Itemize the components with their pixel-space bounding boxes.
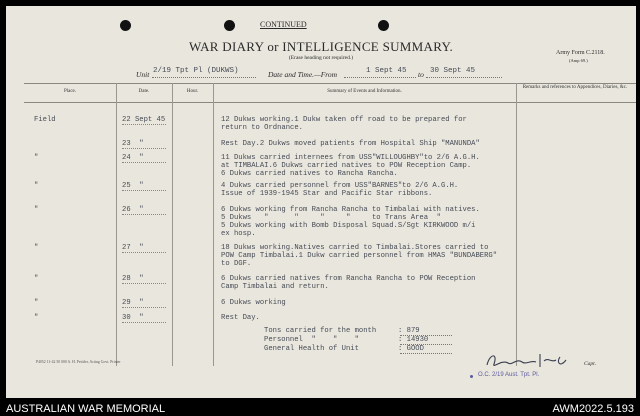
entry-date-rule xyxy=(122,148,166,149)
entry-text-line: Rest Day. xyxy=(221,314,260,322)
entry-place: " xyxy=(34,206,39,214)
entry-text-line: 4 Dukws carried personnel from USS"BARNES"to 2/6 A.G.H. xyxy=(221,182,459,190)
entry-text-line: ex hosp. xyxy=(221,230,256,238)
entry-text-line: 6 Dukws carried natives from Rancha Rancha to POW Reception xyxy=(221,275,476,283)
column-rule xyxy=(213,83,214,366)
entry-text-line: Camp Timbalai and return. xyxy=(221,283,329,291)
entry-text-line: to DGF. xyxy=(221,260,252,268)
entry-date: 24 " xyxy=(122,154,144,162)
total-label: Personnel " " " xyxy=(264,336,359,344)
entry-date-rule xyxy=(122,214,166,215)
entry-text-line: 18 Dukws working.Natives carried to Timbalai.Stores carried to xyxy=(221,244,489,252)
diary-page xyxy=(6,6,636,398)
total-underline xyxy=(400,335,452,336)
printer-imprint: P4052 11-42 50 000 A. H. Pettifer, Acting Govt. Printer xyxy=(36,360,121,364)
unit-value: 2/19 Tpt Pl (DUKWS) xyxy=(153,67,239,75)
continued-label: CONTINUED xyxy=(260,20,307,29)
entry-place: " xyxy=(34,244,39,252)
total-underline xyxy=(400,344,452,345)
entry-date: 22 Sept 45 xyxy=(122,116,166,124)
signature-rank: Capt. xyxy=(584,361,597,367)
column-rule xyxy=(116,83,117,366)
entry-place: Field xyxy=(34,116,56,124)
column-header-date: Date. xyxy=(138,89,150,94)
archive-reference: AWM2022.5.193 xyxy=(552,403,634,415)
entry-date: 26 " xyxy=(122,206,144,214)
column-rule xyxy=(172,83,173,366)
entry-text-line: POW Camp Timbalai.1 Dukw carried personnel from HMAS "BUNDABERG" xyxy=(221,252,498,260)
entry-date-rule xyxy=(122,307,166,308)
entry-text-line: 5 Dukws " " " " to Trans Area " xyxy=(221,214,441,222)
punch-hole xyxy=(120,20,131,31)
entry-text-line: Rest Day.2 Dukws moved patients from Hospital Ship "MANUNDA" xyxy=(221,140,480,148)
entry-date: 29 " xyxy=(122,299,144,307)
entry-place: " xyxy=(34,275,39,283)
signature xyxy=(484,350,580,372)
entry-date-rule xyxy=(122,252,166,253)
column-rule xyxy=(516,83,517,366)
column-header-hour: Hour. xyxy=(186,89,199,94)
entry-date: 27 " xyxy=(122,244,144,252)
date-to-underline xyxy=(426,77,502,78)
form-sub: (Amp 69.) xyxy=(569,58,588,63)
entry-date: 23 " xyxy=(122,140,144,148)
entry-place: " xyxy=(34,154,39,162)
entry-text-line: 11 Dukws carried internees from USS"WILLOUGHBY"to 2/6 A.G.H. xyxy=(221,154,480,162)
column-header-place: Place. xyxy=(63,89,77,94)
entry-date-rule xyxy=(122,162,166,163)
document-subtitle: (Erase heading not required.) xyxy=(288,55,354,61)
to-label: to xyxy=(418,70,424,79)
total-value: : GOOD xyxy=(398,345,424,353)
entry-date-rule xyxy=(122,190,166,191)
entry-place: " xyxy=(34,182,39,190)
entry-text-line: return to Ordnance. xyxy=(221,124,303,132)
entry-date-rule xyxy=(122,283,166,284)
entry-text-line: 6 Dukws working from Rancha Rancha to Timbalai with natives. xyxy=(221,206,480,214)
punch-hole xyxy=(378,20,389,31)
column-header-summary: Summary of Events and Information. xyxy=(327,89,402,94)
entry-text-line: 6 Dukws working xyxy=(221,299,286,307)
entry-text-line: 5 Dukws working with Bomb Disposal Squad.S/Sgt KIRKWOOD m/i xyxy=(221,222,476,230)
entry-text-line: Issue of 1939-1945 Star and Pacific Star ribbons. xyxy=(221,190,433,198)
total-label: General Health of Unit xyxy=(264,345,359,353)
entry-date: 28 " xyxy=(122,275,144,283)
total-label: Tons carried for the month xyxy=(264,327,377,335)
entry-place: " xyxy=(34,314,39,322)
total-value: : 14930 xyxy=(398,336,429,344)
entry-date-rule xyxy=(122,124,166,125)
archive-caption: AUSTRALIAN WAR MEMORIAL xyxy=(6,403,166,415)
total-value: : 879 xyxy=(398,327,420,335)
column-header-remarks: Remarks and references to Appendices, Diaries, &c. xyxy=(522,85,628,90)
entry-date: 25 " xyxy=(122,182,144,190)
date-from-underline xyxy=(344,77,416,78)
punch-hole xyxy=(224,20,235,31)
total-underline xyxy=(400,353,452,354)
entry-date-rule xyxy=(122,322,166,323)
entry-text-line: 6 Dukws carried natives to Rancha Rancha. xyxy=(221,170,398,178)
entry-place: " xyxy=(34,299,39,307)
entry-text-line: at TIMBALAI.6 Dukws carried natives to POW Reception Camp. xyxy=(221,162,472,170)
date-to: 30 Sept 45 xyxy=(430,67,476,75)
date-label: Date and Time.—From xyxy=(268,70,338,79)
form-number: Army Form C.2118. xyxy=(556,50,605,56)
date-from: 1 Sept 45 xyxy=(366,67,407,75)
entry-text-line: 12 Dukws working.1 Dukw taken off road to be prepared for xyxy=(221,116,467,124)
unit-stamp: O.C. 2/19 Aust. Tpt. Pl. xyxy=(478,372,540,378)
stamp-dot xyxy=(470,375,473,378)
unit-underline xyxy=(152,77,256,78)
entry-date: 30 " xyxy=(122,314,144,322)
unit-label: Unit xyxy=(136,70,150,79)
document-title: WAR DIARY or INTELLIGENCE SUMMARY. xyxy=(188,39,454,54)
